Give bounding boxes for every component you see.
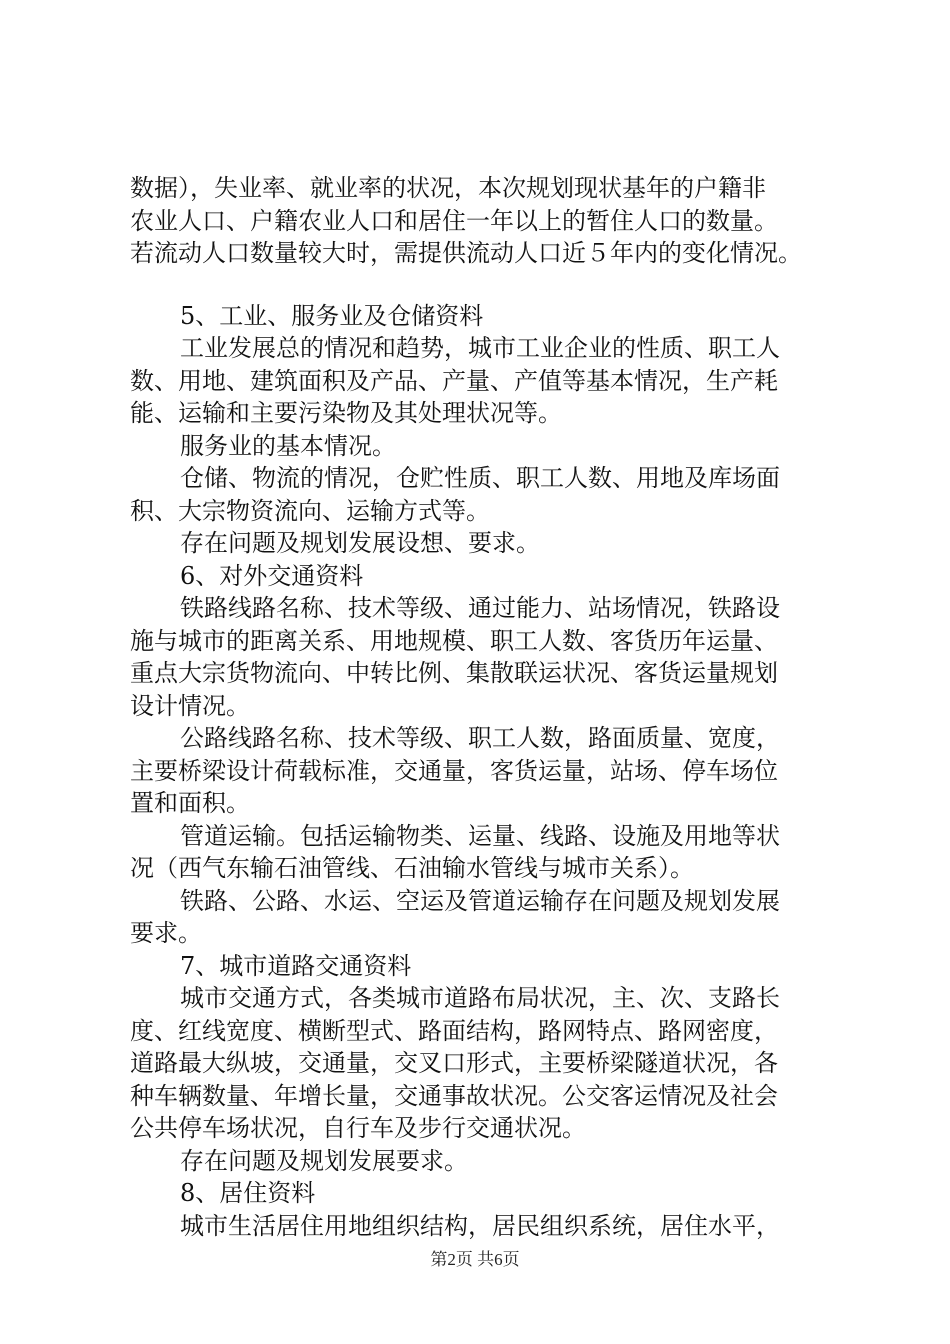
text-line: 仓储、物流的情况，仓贮性质、职工人数、用地及库场面 [180,464,780,492]
text-line: 城市生活居住用地组织结构，居民组织系统，居住水平， [180,1211,780,1240]
text-line: 存在问题及规划发展设想、要求。 [180,529,540,557]
text-line: 积、大宗物资流向、运输方式等。 [130,496,490,525]
text-line: 存在问题及规划发展要求。 [180,1146,468,1175]
text-line: 农业人口、户籍农业人口和居住一年以上的暂住人口的数量。 [130,206,778,235]
paragraph-gap [130,270,840,300]
section-heading-6: 6、对外交通资料 [180,561,364,590]
text-line: 公路线路名称、技术等级、职工人数，路面质量、宽度， [180,724,780,752]
text-line: 要求。 [130,919,202,947]
text-line: 度、红线宽度、横断型式、路面结构，路网特点、路网密度， [130,1016,778,1045]
text-line: 城市交通方式，各类城市道路布局状况，主、次、支路长 [180,984,780,1012]
text-line: 服务业的基本情况。 [180,431,396,460]
text-line: 铁路、公路、水运、空运及管道运输存在问题及规划发展 [180,886,780,915]
text-line: 主要桥梁设计荷载标准，交通量，客货运量，站场、停车场位 [130,756,778,785]
text-line: 公共停车场状况，自行车及步行交通状况。 [130,1114,586,1142]
text-line: 铁路线路名称、技术等级、通过能力、站场情况，铁路设 [180,594,780,622]
text-line: 况（西气东输石油管线、石油输水管线与城市关系）。 [130,854,694,882]
text-line: 工业发展总的情况和趋势，城市工业企业的性质、职工人 [180,334,780,362]
section-heading-8: 8、居住资料 [180,1179,316,1207]
text-line: 若流动人口数量较大时，需提供流动人口近５年内的变化情况。 [130,239,802,267]
text-line: 数据），失业率、就业率的状况，本次规划现状基年的户籍非 [130,174,766,202]
page-footer: 第2页 共6页 [430,1250,520,1269]
section-heading-7: 7、城市道路交通资料 [180,951,412,980]
text-line: 设计情况。 [130,691,250,720]
text-line: 能、运输和主要污染物及其处理状况等。 [130,399,562,427]
text-line: 施与城市的距离关系、用地规模、职工人数、客货历年运量、 [130,626,778,655]
text-line: 管道运输。包括运输物类、运量、线路、设施及用地等状 [180,821,780,850]
text-line: 道路最大纵坡，交通量，交叉口形式，主要桥梁隧道状况，各 [130,1049,778,1077]
section-heading-5: 5、工业、服务业及仓储资料 [180,301,484,330]
text-line: 种车辆数量、年增长量，交通事故状况。公交客运情况及社会 [130,1081,778,1110]
document-body [130,172,840,1242]
text-line: 数、用地、建筑面积及产品、产量、产值等基本情况，生产耗 [130,366,778,395]
text-line: 置和面积。 [130,789,250,817]
text-line: 重点大宗货物流向、中转比例、集散联运状况、客货运量规划 [130,659,778,687]
